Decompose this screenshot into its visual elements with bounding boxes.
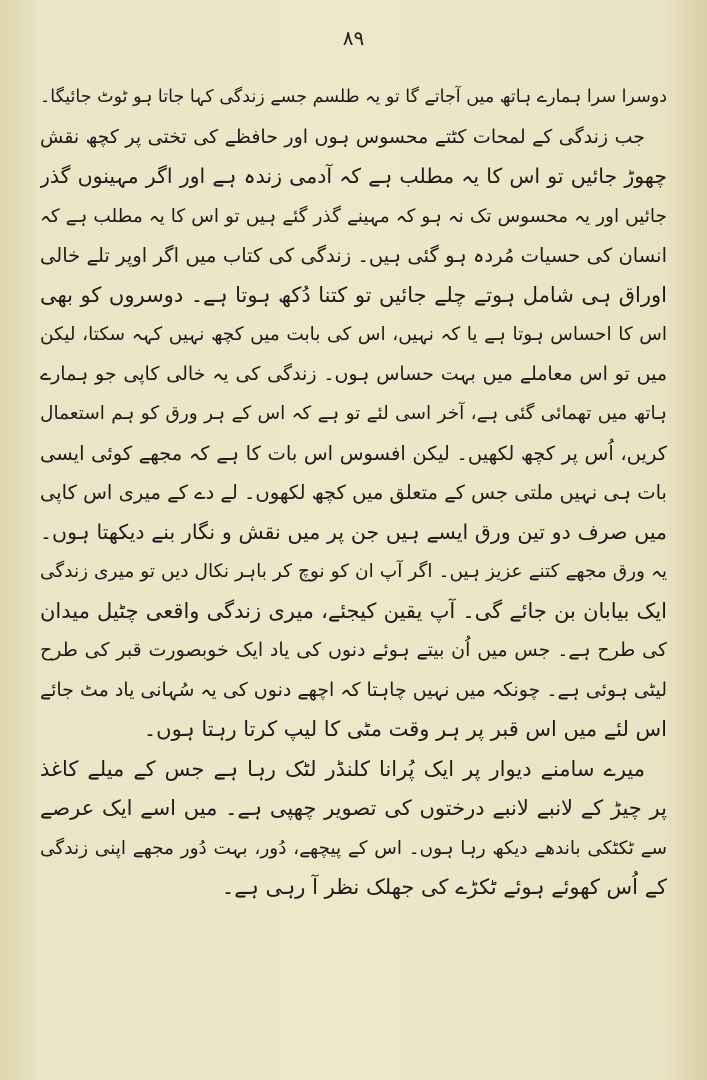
- text-line: لیٹی ہوئی ہے۔ چونکہ میں نہیں چاہتا کہ اچھے دنوں کی یہ سُہانی یاد مٹ جائے: [40, 678, 667, 701]
- text-line: میرے سامنے دیوار پر ایک پُرانا کلنڈر لٹک رہا ہے جس کے میلے کاغذ: [40, 756, 645, 781]
- page-number: ۸۹: [342, 26, 365, 50]
- text-line: بات ہی نہیں ملتی جس کے متعلق میں کچھ لکھوں۔ لے دے کے میری اس کاپی: [40, 481, 667, 504]
- text-line: کریں، اُس پر کچھ لکھیں۔ لیکن افسوس اس بات کا ہے کہ مجھے کوئی ایسی: [40, 441, 667, 465]
- text-line: کے اُس کھوئے ہوئے ٹکڑے کی جھلک نظر آ رہی ہے۔: [221, 875, 667, 899]
- text-line: پر چیڑ کے لانبے لانبے درختوں کی تصویر چھپی ہے۔ میں اسے ایک عرصے: [40, 796, 667, 820]
- text-line: اس لئے میں اس قبر پر ہر وقت مٹی کا لیپ کرتا رہتا ہوں۔: [143, 717, 667, 741]
- body-text: [40, 78, 667, 908]
- text-line: چھوڑ جائیں تو اس کا یہ مطلب ہے کہ آدمی زندہ ہے اور اگر مہینوں گذر: [40, 164, 667, 188]
- text-line: یہ ورق مجھے کتنے عزیز ہیں۔ اگر آپ ان کو نوچ کر باہر نکال دیں تو میری زندگی: [40, 561, 667, 582]
- text-line: کی طرح ہے۔ جس میں اُن بیتے ہوئے دنوں کی یاد ایک خوبصورت قبر کی طرح: [40, 639, 667, 661]
- text-line: اس کا احساس ہوتا ہے یا کہ نہیں، اس کی بابت میں کچھ نہیں کہہ سکتا، لیکن: [40, 324, 667, 345]
- text-line: جب زندگی کے لمحات کٹتے محسوس ہوں اور حافظے کی تختی پر کچھ نقش: [40, 125, 645, 148]
- text-line: اوراق ہی شامل ہوتے چلے جائیں تو کتنا دُکھ ہوتا ہے۔ دوسروں کو بھی: [40, 282, 667, 307]
- text-line: سے ٹکٹکی باندھے دیکھ رہا ہوں۔ اس کے پیچھے، دُور، بہت دُور مجھے اپنی زندگی: [40, 837, 667, 859]
- text-line: ایک بیابان بن جائے گی۔ آپ یقین کیجئے، میری زندگی واقعی چٹیل میدان: [40, 598, 667, 623]
- text-line: ہاتھ میں تھمائی گئی ہے، آخر اسی لئے تو ہے کہ اس کے ہر ورق کو ہم استعمال: [40, 403, 667, 424]
- text-line: میں صرف دو تین ورق ایسے ہیں جن پر میں نقش و نگار بنے دیکھتا ہوں۔: [40, 519, 667, 544]
- text-line: دوسرا سرا ہمارے ہاتھ میں آجاتے گا تو یہ طلسم جسے زندگی کہا جاتا ہو ٹوٹ جائیگا۔: [40, 87, 667, 107]
- text-line: میں تو اس معاملے میں بہت حساس ہوں۔ زندگی کی یہ خالی کاپی جو ہمارے: [40, 362, 667, 385]
- text-line: انسان کی حسیات مُردہ ہو گئی ہیں۔ زندگی کی کتاب میں اگر اوپر تلے خالی: [40, 244, 667, 267]
- text-line: جائیں اور یہ محسوس تک نہ ہو کہ مہینے گذر گئے ہیں تو اس کا یہ مطلب ہے کہ: [40, 205, 667, 227]
